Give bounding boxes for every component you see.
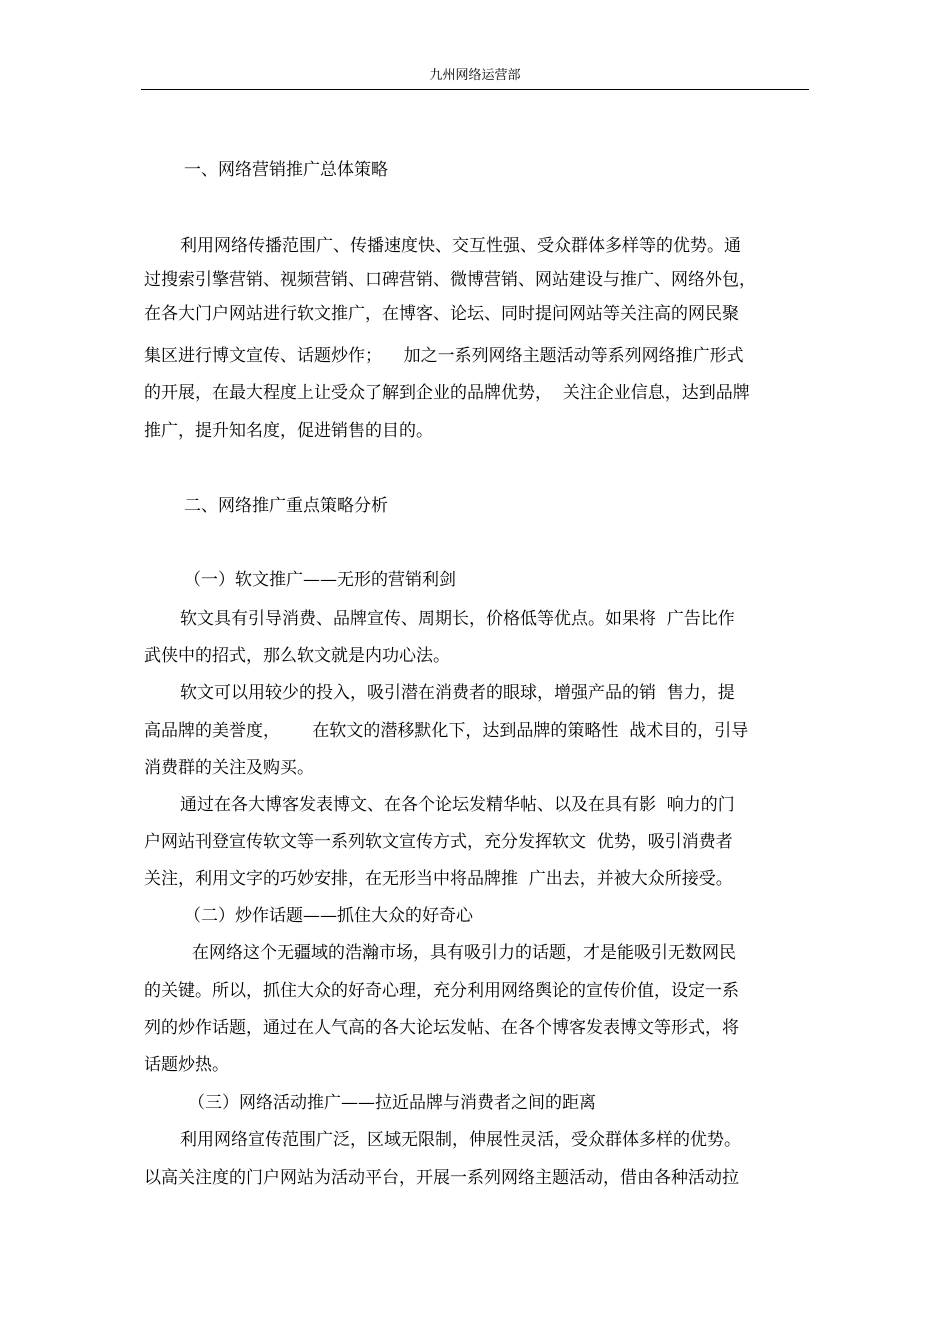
subsection-title: （二）炒作话题——抓住大众的好奇心 — [184, 906, 473, 926]
paragraph-line: 以高关注度的门户网站为活动平台，开展一系列网络主题活动，借由各种活动拉 — [144, 1168, 739, 1188]
paragraph-line: 关注，利用文字的巧妙安排，在无形当中将品牌推 广出去，并被大众所接受。 — [144, 869, 733, 889]
paragraph-line: 列的炒作话题，通过在人气高的各大论坛发帖、在各个博客发表博文等形式，将 — [144, 1018, 739, 1038]
paragraph-line: 话题炒热。 — [144, 1055, 229, 1075]
paragraph-line: 的开展，在最大程度上让受众了解到企业的品牌优势， 关注企业信息，达到品牌 — [144, 383, 750, 403]
paragraph-line: 武侠中的招式，那么软文就是内功心法。 — [144, 646, 450, 666]
subsection-title: （一）软文推广——无形的营销利剑 — [184, 570, 456, 590]
paragraph-line: 利用网络宣传范围广泛，区域无限制，伸展性灵活，受众群体多样的优势。 — [180, 1130, 741, 1150]
paragraph-line: 消费群的关注及购买。 — [144, 758, 314, 778]
subsection-title: （三）网络活动推广——拉近品牌与消费者之间的距离 — [188, 1093, 596, 1113]
paragraph-line: 过搜索引擎营销、视频营销、口碑营销、微博营销、网站建设与推广、网络外包， — [144, 270, 756, 290]
paragraph-line: 推广，提升知名度，促进销售的目的。 — [144, 421, 433, 441]
paragraph-line: 户网站刊登宣传软文等一系列软文宣传方式，充分发挥软文 优势，吸引消费者 — [144, 832, 733, 852]
section-heading: 二、网络推广重点策略分析 — [184, 496, 388, 516]
header-title: 九州网络运营部 — [429, 68, 521, 83]
paragraph-line: 在各大门户网站进行软文推广，在博客、论坛、同时提问网站等关注高的网民聚 — [144, 304, 739, 324]
section-heading: 一、网络营销推广总体策略 — [184, 160, 388, 180]
paragraph-line: 在网络这个无疆域的浩瀚市场，具有吸引力的话题，才是能吸引无数网民 — [192, 943, 736, 963]
paragraph-line: 高品牌的美誉度， 在软文的潜移默化下，达到品牌的策略性 战术目的，引导 — [144, 721, 749, 741]
paragraph-line: 软文可以用较少的投入，吸引潜在消费者的眼球，增强产品的销 售力，提 — [180, 683, 735, 703]
page-header — [141, 64, 809, 90]
paragraph-line: 集区进行博文宣传、话题炒作； 加之一系列网络主题活动等系列网络推广形式 — [144, 346, 744, 366]
paragraph-line: 通过在各大博客发表博文、在各个论坛发精华帖、以及在具有影 响力的门 — [180, 795, 735, 815]
paragraph-line: 软文具有引导消费、品牌宣传、周期长，价格低等优点。如果将 广告比作 — [180, 609, 735, 629]
paragraph-line: 的关键。所以，抓住大众的好奇心理，充分利用网络舆论的宣传价值，设定一系 — [144, 981, 739, 1001]
paragraph-line: 利用网络传播范围广、传播速度快、交互性强、受众群体多样等的优势。通 — [180, 236, 741, 256]
